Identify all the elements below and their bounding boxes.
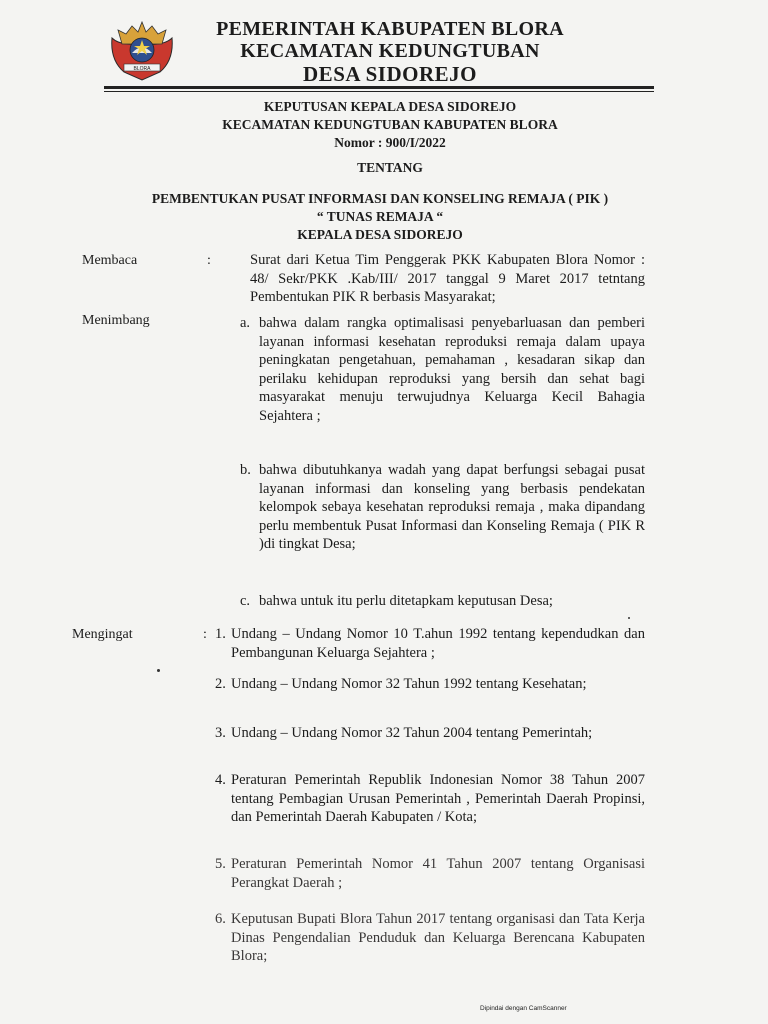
mengingat-item-text: Undang – Undang Nomor 32 Tahun 1992 tentang Kesehatan; <box>231 676 587 692</box>
decree-title: KEPUTUSAN KEPALA DESA SIDOREJO <box>263 99 517 114</box>
letterhead-rule-thin <box>104 91 654 92</box>
menimbang-label: Menimbang <box>82 313 150 328</box>
mengingat-item-marker: 2. <box>215 676 226 692</box>
mengingat-item-text: Peraturan Pemerintah Nomor 41 Tahun 2007 tentang Organisasi Perangkat Daerah ; <box>231 856 645 891</box>
decree-subject <box>100 190 660 245</box>
menimbang-item-text: bahwa dibutuhkanya wadah yang dapat berfungsi sebagai pusat layanan informasi dan konseling yang berbasis pendekatan kelompok sebaya kesehatan reproduksi remaja , maka dipandang perlu membentuk Pusat Informasi dan Konseling Remaja ( PIK R )di tingkat Desa; <box>259 462 645 553</box>
mengingat-item-text: Peraturan Pemerintah Republik Indonesian Nomor 38 Tahun 2007 tentang Pembagian Urusan Pemerintah , Pemerintah Daerah Propinsi, dan Pemerintah Daerah Kabupaten / Kota; <box>231 772 645 826</box>
tentang-heading: TENTANG <box>357 160 423 175</box>
membaca-label: Membaca <box>82 253 138 268</box>
menimbang-item-marker: c. <box>240 593 251 609</box>
membaca-text: Surat dari Ketua Tim Penggerak PKK Kabupaten Blora Nomor : 48/ Sekr/PKK .Kab/III/ 2017 tanggal 9 Maret 2017 tetntang Pembentukan PIK R berbasis Masyarakat; <box>250 252 645 306</box>
menimbang-item-marker: a. <box>240 315 251 331</box>
scan-speck <box>628 617 630 619</box>
emblem-logo-text: BLORA <box>133 66 151 72</box>
mengingat-colon: : <box>203 627 207 642</box>
letterhead <box>190 18 590 86</box>
mengingat-item-text: Undang – Undang Nomor 32 Tahun 2004 tentang Pemerintah; <box>231 725 593 741</box>
scanner-footer: Dipindai dengan CamScanner <box>480 1005 567 1012</box>
menimbang-item-text: bahwa dalam rangka optimalisasi penyebarluasan dan pemberi layanan informasi kesehatan reproduksi remaja dalam upaya peningkatan pengetahuan, pemahaman , kesadaran sikap dan perilaku kehidupan reproduksi yang bersih dan sehat bagi masyarakat menuju terwujudnya Keluarga Kecil Bahagia Sejahtera ; <box>259 315 645 424</box>
decree-subtitle: KECAMATAN KEDUNGTUBAN KABUPATEN BLORA <box>222 117 558 133</box>
decree-heading <box>120 98 660 153</box>
letterhead-rule-thick <box>104 86 654 89</box>
subject-line-3: KEPALA DESA SIDOREJO <box>297 227 463 243</box>
mengingat-label: Mengingat <box>72 627 133 642</box>
mengingat-item-text: Keputusan Bupati Blora Tahun 2017 tentang organisasi dan Tata Kerja Dinas Pengendalian Penduduk dan Keluarga Berencana Kabupaten Blora; <box>231 911 645 965</box>
mengingat-item-text: Undang – Undang Nomor 10 T.ahun 1992 tentang kependudkan dan Pembangunan Keluarga Sejahtera ; <box>231 626 645 661</box>
letterhead-line-3: DESA SIDOREJO <box>303 61 477 86</box>
subject-line-1: PEMBENTUKAN PUSAT INFORMASI DAN KONSELING REMAJA ( PIK ) <box>151 191 609 206</box>
subject-line-2: “ TUNAS REMAJA “ <box>316 209 444 225</box>
regency-emblem-icon <box>104 20 180 82</box>
mengingat-item-marker: 1. <box>215 626 226 642</box>
mengingat-item-marker: 3. <box>215 725 226 741</box>
mengingat-item-marker: 6. <box>215 911 226 927</box>
mengingat-item-marker: 5. <box>215 856 226 872</box>
mengingat-item-marker: 4. <box>215 772 226 788</box>
membaca-colon: : <box>207 253 211 268</box>
menimbang-item-marker: b. <box>240 462 251 478</box>
scan-speck <box>157 669 160 672</box>
menimbang-item-text: bahwa untuk itu perlu ditetapkam keputusan Desa; <box>259 593 553 609</box>
decree-number: Nomor : 900/I/2022 <box>334 135 446 151</box>
letterhead-line-1: PEMERINTAH KABUPATEN BLORA <box>216 18 564 40</box>
letterhead-line-2: KECAMATAN KEDUNGTUBAN <box>240 40 540 63</box>
